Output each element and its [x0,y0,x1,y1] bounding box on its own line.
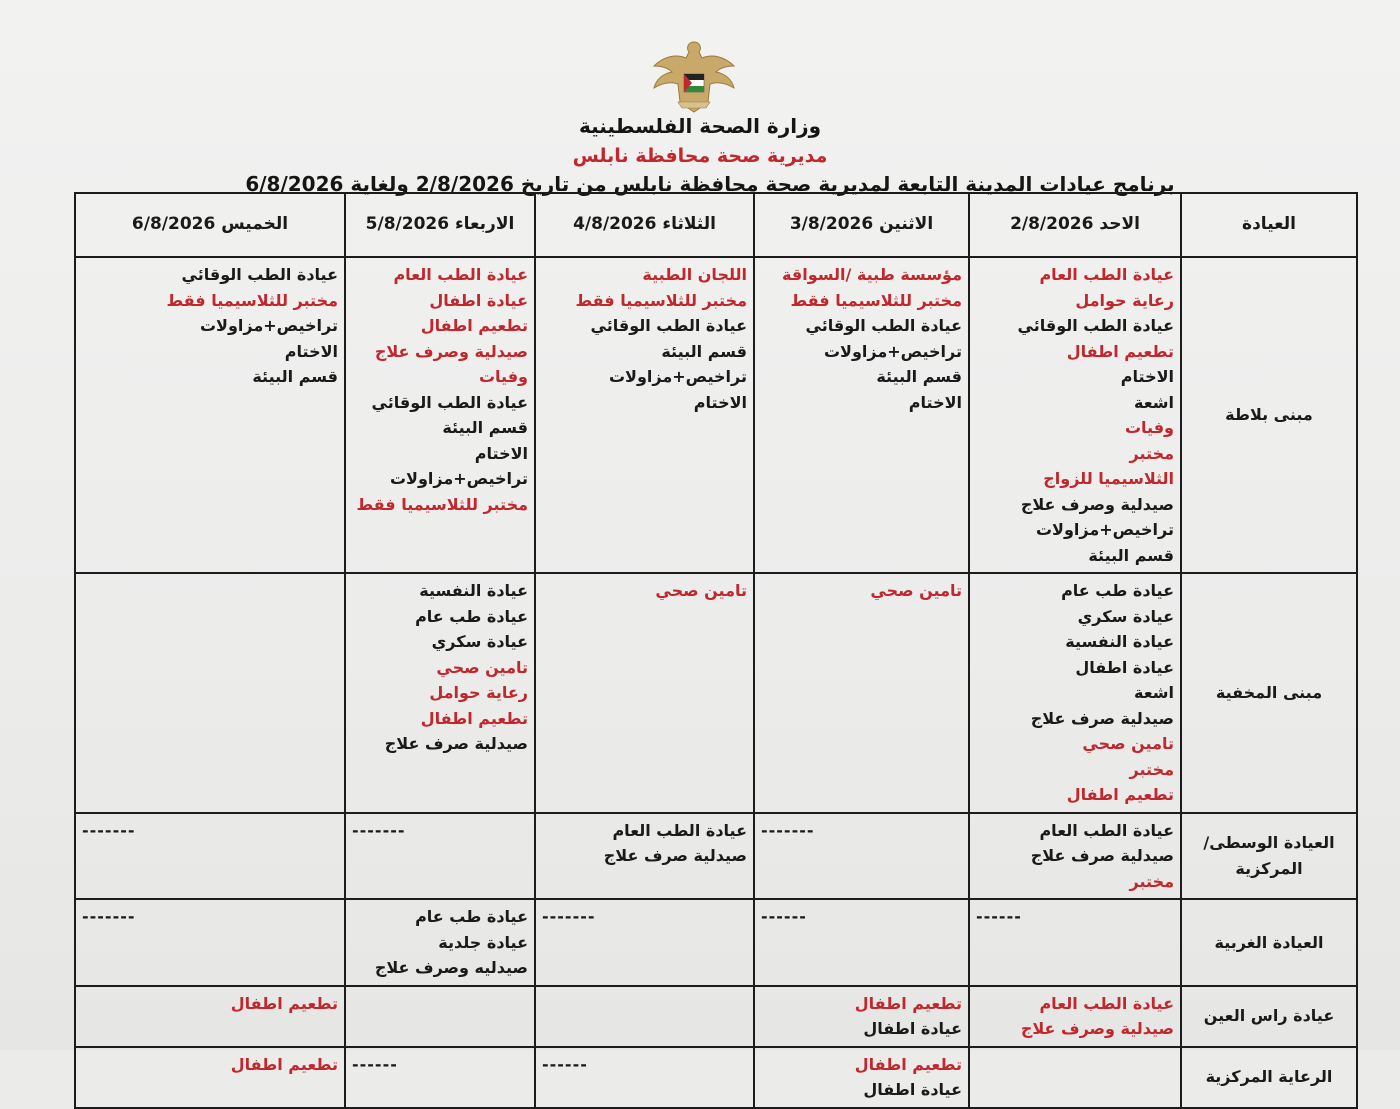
service-item: تطعيم اطفال [854,1054,962,1074]
service-item: تامين صحي [655,581,747,600]
service-item: عيادة الطب العام [1039,265,1174,284]
schedule-cell [754,899,969,986]
schedule-cell [969,257,1181,573]
schedule-cell [754,813,969,900]
table-row [75,899,1357,986]
schedule-cell [75,573,345,813]
service-item: عيادة طب عام [1061,581,1174,600]
service-item: وفيات [478,367,528,386]
service-item: عيادة الطب الوقائي [590,316,747,335]
service-item: تراخيص+مزاولات [823,341,962,361]
schedule-cell [75,257,345,573]
schedule-cell [969,1047,1181,1108]
service-item: رعاية حوامل [1075,290,1174,310]
schedule-cell [754,986,969,1047]
table-row [75,257,1357,573]
schedule-cell [969,573,1181,813]
service-item: الاختام [284,341,338,361]
table-row [75,813,1357,900]
service-item: صيدلية صرف علاج [384,734,528,753]
schedule-cell [969,813,1181,900]
service-item: صيدلية وصرف علاج [1020,1019,1174,1038]
empty-dash: ------- [761,820,815,840]
schedule-cell [535,813,754,900]
schedule-cell [75,986,345,1047]
service-item: تطعيم اطفال [1066,341,1174,361]
service-item: عيادة اطفال [863,1019,962,1038]
service-item: الاختام [908,392,962,412]
clinics-schedule-table [74,192,1358,1109]
empty-dash: ------- [352,820,406,840]
service-item: عيادة سكري [1077,606,1174,626]
service-item: تطعيم اطفال [420,708,528,728]
service-item: عيادة طب عام [415,907,528,926]
service-item: تامين صحي [1082,734,1174,753]
service-item: تطعيم اطفال [854,993,962,1013]
schedule-cell [754,257,969,573]
service-item: مختبر للثلاسيميا فقط [166,290,338,310]
table-row [75,1047,1357,1108]
service-item: تراخيص+مزاولات [608,367,747,386]
empty-dash: ------ [761,907,807,926]
schedule-cell [535,986,754,1047]
service-item: مختبر [1129,443,1174,463]
empty-dash: ------ [542,1054,588,1074]
schedule-cell [535,257,754,573]
schedule-cell [345,986,535,1047]
service-item: الاختام [1120,367,1174,386]
service-item: تامين صحي [870,581,962,600]
service-item: عيادة الطب العام [1039,993,1174,1013]
empty-dash: ------- [542,907,596,926]
service-item: عيادة الطب الوقائي [1017,316,1174,335]
schedule-cell [345,899,535,986]
schedule-cell [75,813,345,900]
service-item: صيدلية صرف علاج [603,846,747,865]
table-header-row [75,193,1357,257]
service-item: تطعيم اطفال [1066,785,1174,804]
service-item: صيدليه وصرف علاج [374,958,528,977]
day-header: الاثنين 3/8/2026 [754,193,969,257]
service-item: مختبر [1129,759,1174,779]
day-header: الاحد 2/8/2026 [969,193,1181,257]
schedule-cell [345,813,535,900]
service-item: تطعيم اطفال [420,316,528,335]
schedule-cell [345,1047,535,1108]
empty-dash: ------ [976,907,1022,926]
service-item: اشعة [1134,392,1174,412]
service-item: تراخيص+مزاولات [1035,520,1174,539]
service-item: عيادة اطفال [429,290,528,310]
empty-dash: ------ [352,1054,398,1074]
schedule-cell [535,1047,754,1108]
service-item: مختبر للثلاسيميا فقط [356,494,528,514]
service-item: عيادة الطب العام [612,820,747,840]
directorate-title: مديرية صحة محافظة نابلس [572,145,828,167]
service-item: صيدلية وصرف علاج [374,341,528,361]
service-item: قسم البيئة [252,367,338,386]
empty-dash: ------- [82,820,136,840]
service-item: تراخيص+مزاولات [389,469,528,488]
service-item: عيادة الطب الوقائي [805,316,962,335]
day-header: الثلاثاء 4/8/2026 [535,193,754,257]
schedule-cell [345,257,535,573]
table-row [75,986,1357,1047]
ministry-title: وزارة الصحة الفلسطينية [578,114,822,138]
service-item: قسم البيئة [661,341,747,361]
service-item: تطعيم اطفال [230,1054,338,1074]
clinic-name-cell: العيادة الغربية [1181,899,1357,986]
clinic-name-cell: مبنى المخفية [1181,573,1357,813]
service-item: اشعة [1134,683,1174,702]
schedule-cell [535,899,754,986]
service-item: تامين صحي [436,657,528,677]
service-item: صيدلية صرف علاج [1030,846,1174,865]
empty-dash: ------- [82,907,136,926]
service-item: صيدلية صرف علاج [1030,708,1174,728]
schedule-cell [754,1047,969,1108]
clinic-name-cell: العيادة الوسطى/المركزية [1181,813,1357,900]
schedule-cell [969,899,1181,986]
schedule-cell [345,573,535,813]
service-item: صيدلية وصرف علاج [1020,494,1174,514]
clinic-name-cell: الرعاية المركزية [1181,1047,1357,1108]
schedule-cell [969,986,1181,1047]
service-item: قسم البيئة [876,367,962,386]
table-row [75,573,1357,813]
service-item: عيادة النفسية [1065,632,1174,651]
service-item: عيادة الطب العام [1039,820,1174,840]
day-header: الخميس 6/8/2026 [75,193,345,257]
service-item: رعاية حوامل [429,683,528,702]
service-item: قسم البيئة [442,418,528,437]
service-item: مختبر للثلاسيميا فقط [575,290,747,310]
service-item: تراخيص+مزاولات [199,316,338,335]
service-item: عيادة الطب الوقائي [181,265,338,284]
service-item: عيادة الطب العام [393,265,528,284]
service-item: عيادة النفسية [419,581,528,600]
service-item: عيادة جلدية [438,932,528,952]
clinic-column-header: العيادة [1181,193,1357,257]
service-item: عيادة سكري [431,632,528,651]
service-item: مختبر [1129,871,1174,891]
service-item: عيادة اطفال [863,1080,962,1099]
schedule-cell [535,573,754,813]
clinic-name-cell: مبنى بلاطة [1181,257,1357,573]
schedule-cell [75,1047,345,1108]
service-item: مختبر للثلاسيميا فقط [790,290,962,310]
day-header: الاربعاء 5/8/2026 [345,193,535,257]
service-item: الثلاسيميا للزواج [1043,469,1174,488]
program-title: برنامج عيادات المدينة التابعة لمديرية صحة محافظة نابلس من تاريخ 2/8/2026 ولغاية 6/8/2026 [245,172,1175,196]
service-item: عيادة طب عام [415,606,528,626]
schedule-body [75,257,1357,1108]
schedule-cell [754,573,969,813]
service-item: عيادة اطفال [1075,657,1174,677]
clinic-name-cell: عيادة راس العين [1181,986,1357,1047]
service-item: الاختام [474,443,528,463]
palestinian-eagle-emblem [648,36,740,116]
service-item: قسم البيئة [1088,545,1174,565]
service-item: عيادة الطب الوقائي [371,392,528,412]
service-item: مؤسسة طبية /السواقة [782,265,962,284]
service-item: اللجان الطبية [642,265,747,284]
service-item: الاختام [693,392,747,412]
schedule-cell [75,899,345,986]
service-item: وفيات [1124,418,1174,437]
service-item: تطعيم اطفال [230,993,338,1013]
